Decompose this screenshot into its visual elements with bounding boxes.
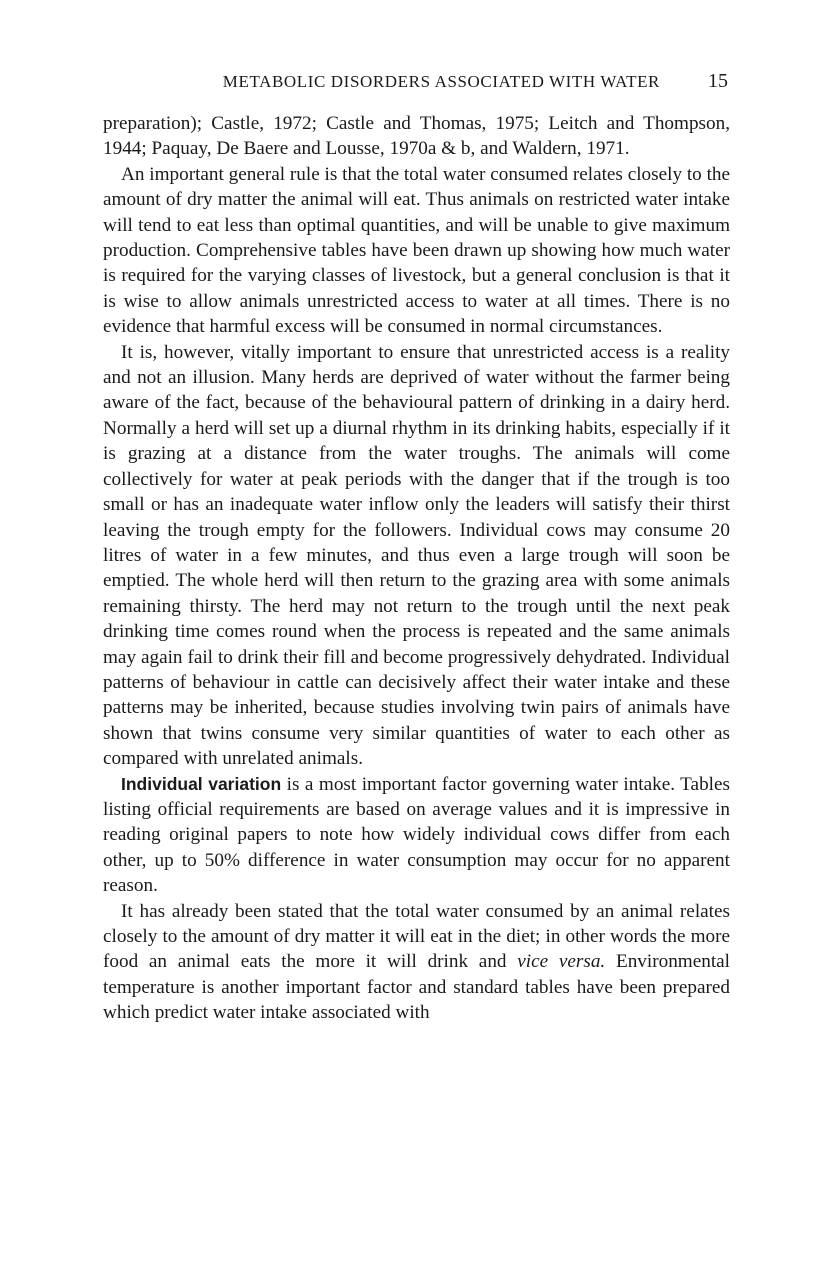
book-page: [103, 70, 730, 1026]
paragraph-individual-variation: [103, 772, 730, 899]
paragraph-text: is a most important factor governing water intake. Tables listing official requirements are based on average values and it is impressive in reading original papers to note how widely individual cows differ from each other, up to 50% difference in water consumption may occur for no apparent reason.: [103, 773, 730, 897]
paragraph-general-rule: An important general rule is that the total water consumed relates closely to the amount of dry matter the animal will eat. Thus animals on restricted water intake will tend to eat less than optimal quantities, and will be unable to give maximum production. Comprehensive tables have been drawn up showing how much water is required for the varying classes of livestock, but a general conclusion is that it is wise to allow animals unrestricted access to water at all times. There is no evidence that harmful excess will be consumed in normal circumstances.: [103, 163, 731, 338]
paragraph-dry-matter: [103, 899, 730, 1026]
body-text: [103, 111, 730, 1026]
bold-lead-term: Individual variation: [121, 773, 282, 794]
paragraph-text: Environmental temperature is another important factor and standard tables have been prepared which predict water intake associated with: [103, 951, 730, 1024]
paragraph-references-continued: preparation); Castle, 1972; Castle and Thomas, 1975; Leitch and Thompson, 1944; Paquay, De Baere and Lousse, 1970a & b, and Waldern, 1971.: [103, 113, 730, 160]
paragraph-unrestricted-access: It is, however, vitally important to ensure that unrestricted access is a reality and not an illusion. Many herds are deprived of water without the farmer being aware of the fact, because of the behavioural pattern of drinking in a dairy herd. Normally a herd will set up a diurnal rhythm in its drinking habits, especially if it is grazing at a distance from the water troughs. The animals will come collectively for water at peak periods with the danger that if the trough is too small or has an inadequate water inflow only the leaders will satisfy their thirst leaving the trough empty for the followers. Individual cows may consume 20 litres of water in a few minutes, and thus even a large trough will soon be emptied. The whole herd will then return to the grazing area with some animals remaining thirsty. The herd may not return to the trough until the next peak drinking time comes round when the process is repeated and the same animals may again fail to drink their fill and become progressively dehydrated. Individual patterns of behaviour in cattle can decisively affect their water intake and these patterns may be inherited, because studies involving twin pairs of animals have shown that twins consume very similar quantities of water to each other as compared with unrelated animals.: [103, 341, 730, 770]
running-title: METABOLIC DISORDERS ASSOCIATED WITH WATER: [222, 72, 660, 91]
page-number: 15: [708, 70, 728, 92]
paragraph-text: It has already been stated that the total water consumed by an animal relates closely to the amount of dry matter it will eat in the diet; in other words the more food an animal eats the more it will drink and: [103, 900, 730, 973]
italic-term: vice versa.: [517, 951, 606, 973]
running-header: [103, 70, 730, 100]
